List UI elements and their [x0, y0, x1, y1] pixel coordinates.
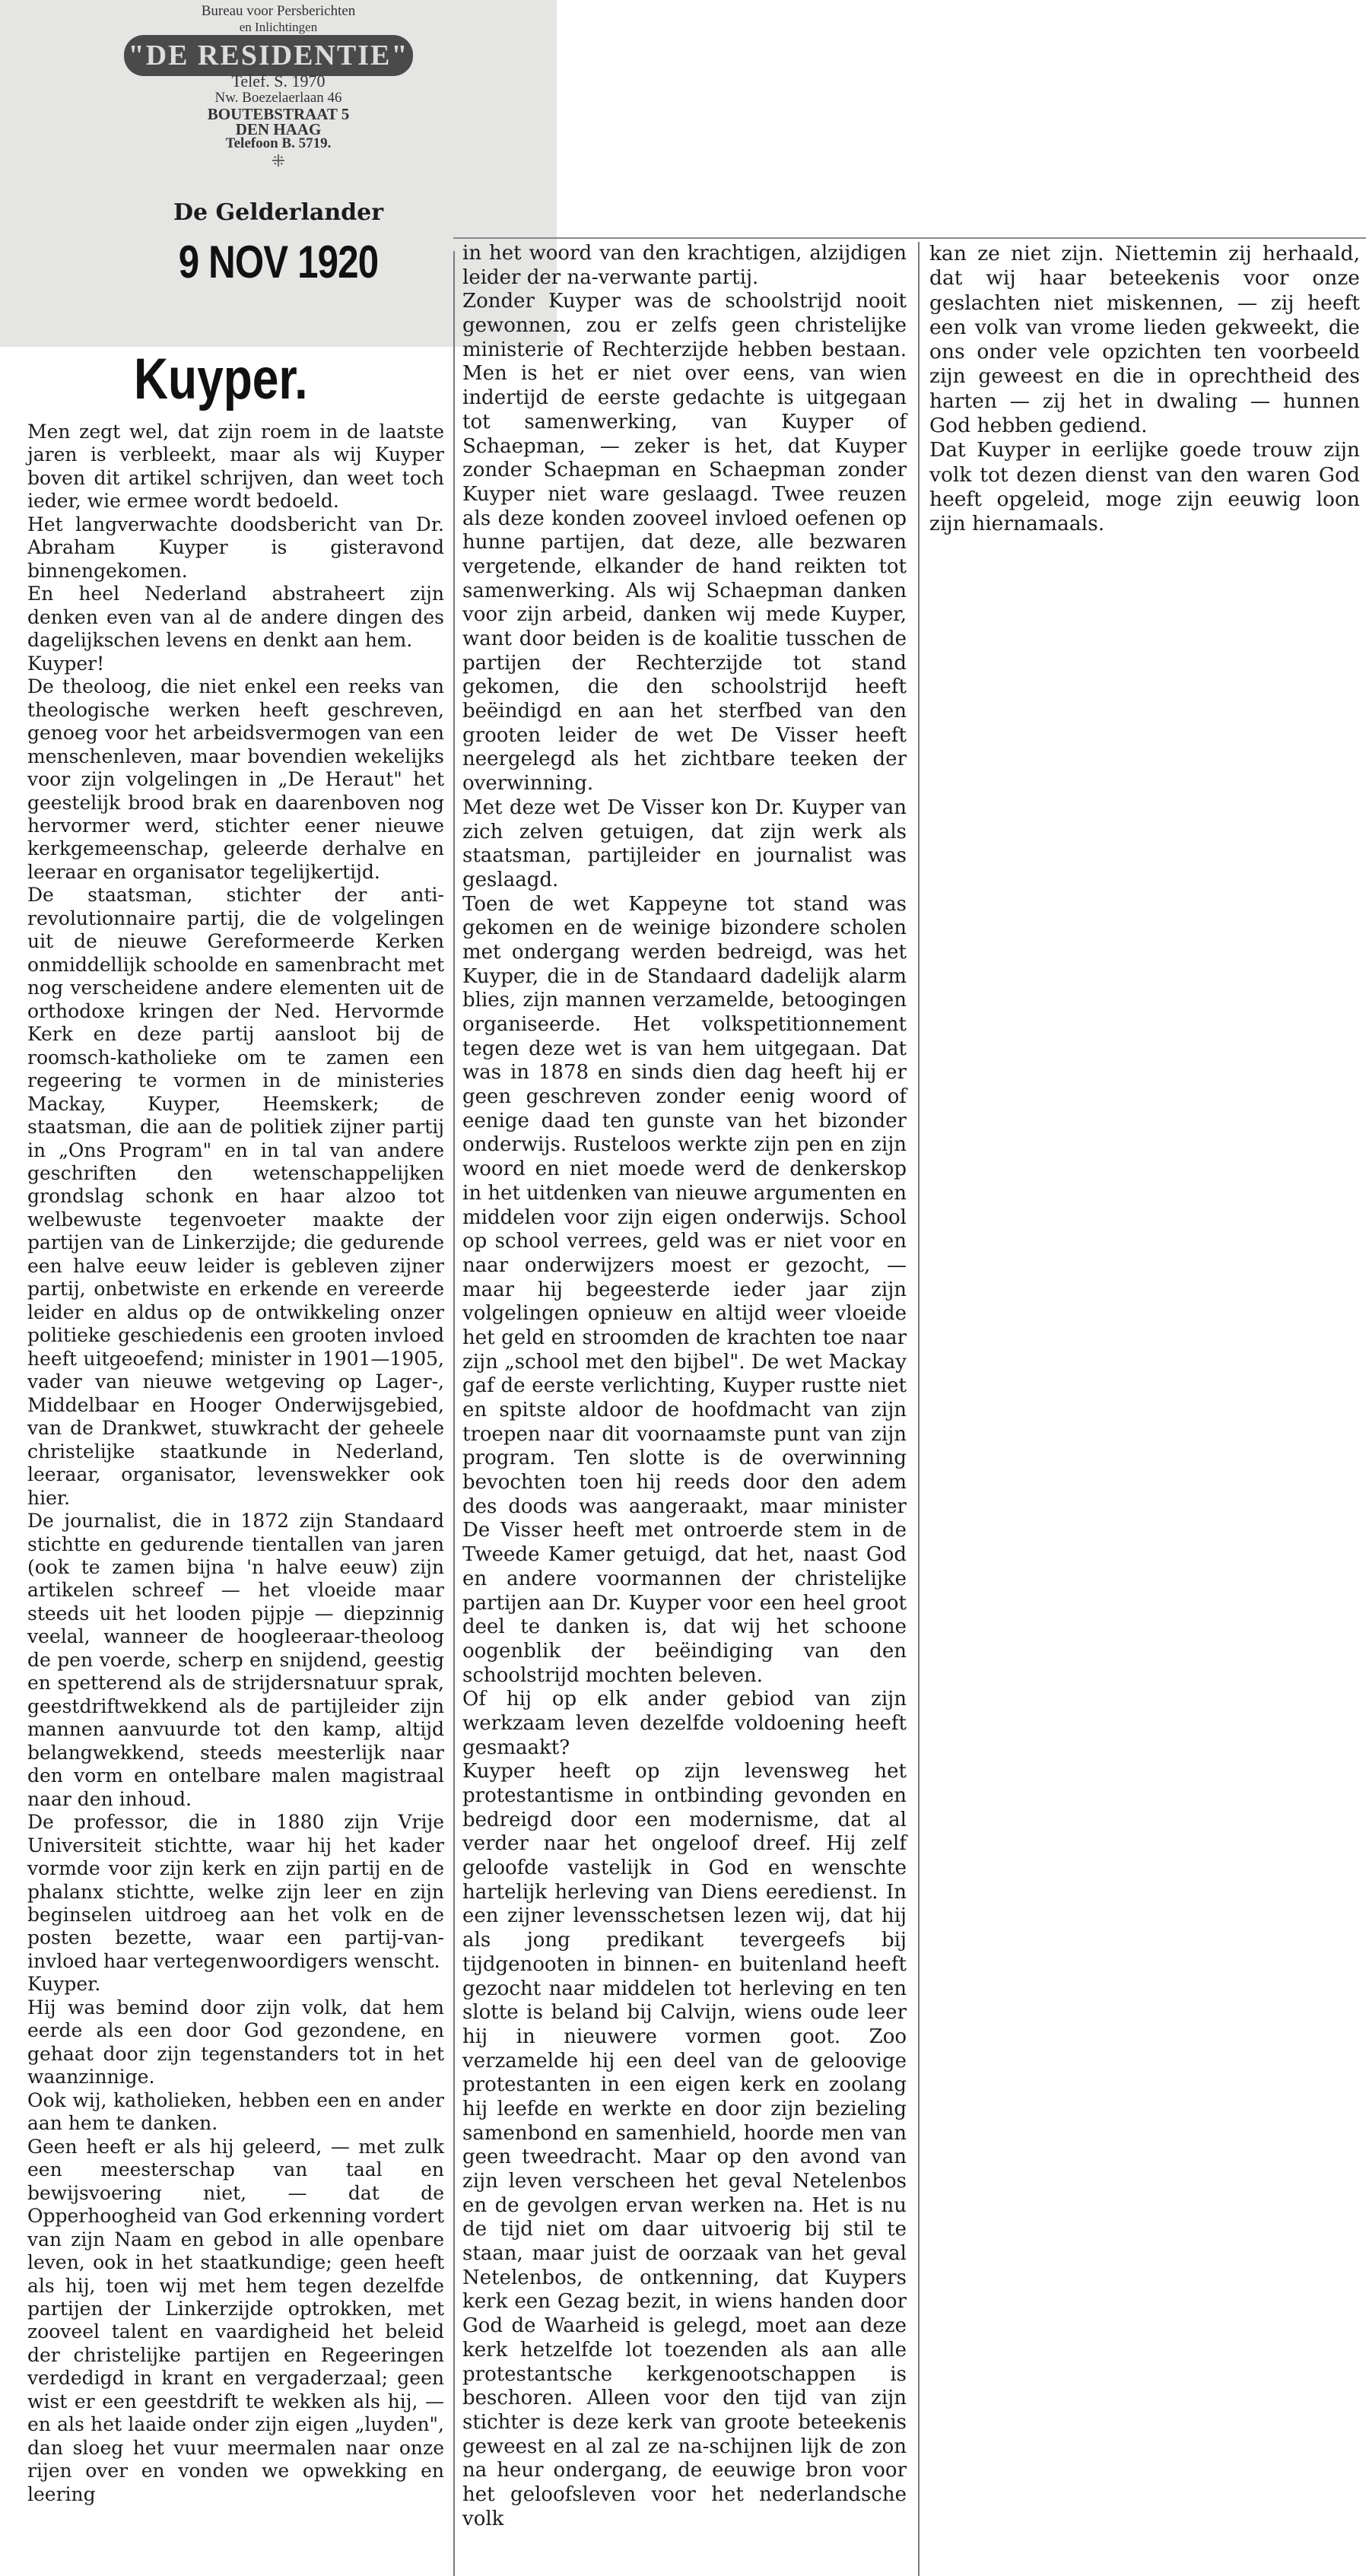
bureau-telefoon: Telefoon B. 5719.: [225, 135, 332, 151]
paragraph: kan ze niet zijn. Niettemin zij herhaald, dat wij haar beteekenis voor onze geslachten niet miskennen, — zij heeft een volk van vrome lieden gekweekt, die ons onder vele opzichten ten voorbeeld zijn geweest en die in oprechtheid des harten — zij het in dwaling — hunnen God hebben gediend.: [929, 242, 1360, 438]
article-headline: Kuyper.: [134, 347, 308, 411]
paragraph: Dat Kuyper in eerlijke goede trouw zijn volk tot dezen dienst van den waren God heeft opgeleid, moge zijn eeuwig loon zijn hiernamaals.: [929, 438, 1360, 536]
paragraph: Met deze wet De Visser kon Dr. Kuyper van zich zelven getuigen, dat zijn werk als staatsman, partijleider en journalist was geslaagd.: [462, 796, 907, 891]
column-divider-1: [453, 251, 455, 2576]
paragraph: Kuyper heeft op zijn levensweg het protestantisme in ontbinding gevonden en bedreigd door een modernisme, dat al verder naar het ongeloof dreef. Hij zelf geloofde vastelijk in God en wenschte hartelijk herleving van Diens eeredienst. In een zijner levensschetsen lezen wij, dat hij als jong predikant tevergeefs bij tijdgenooten in binnen- en buitenland heeft gezocht naar middelen tot herleving en ten slotte is beland bij Calvijn, wiens oude leer hij in nieuwere vormen goot. Zoo verzamelde hij een deel van de geloovige protestanten in een eigen kerk en zoolang hij leefde en werkte en door zijn bezieling samenbond en samenhield, hoorde men van geen tweedracht. Maar op den avond van zijn leven verscheen het geval Netelenbos en de gevolgen ervan werken na. Het is nu de tijd niet om daar uitvoerig bij stil te staan, maar juist de oorzaak van het geval Netelenbos, de ontkenning, dat Kuypers kerk een Gezag bezit, in wiens handen door God de Waarheid is gelegd, moet aan deze kerk hetzelfde lot toezenden als aan alle protestantsche kerkgenootschappen is beschoren. Alleen voor den tijd van zijn stichter is deze kerk van groote beteekenis geweest en al zal ze na-schijnen lijk de zon na heur ondergang, de eeuwige bron voor het geloofsleven voor het nederlandsche volk: [462, 1760, 907, 2530]
article-column-1: [27, 421, 444, 2506]
bureau-telephone: Telef. S. 1970: [231, 71, 326, 91]
paragraph: Geen heeft er als hij geleerd, — met zulk een meesterschap van taal en bewijsvoering niet, — dat de Opperhoogheid van God erkenning vordert van zijn Naam en gebod in alle openbare leven, ook in het staatkundige; geen heeft als hij, toen wij met hem tegen dezelfde partijen der Linkerzijde optrokken, met zooveel talent en vaardigheid het beleid der christelijke partijen en Regeeringen verdedigd in krant en vergaderzaal; geen wist er een geestdrift te wekken als hij, — en als het laaide onder zijn eigen „luyden", dan sloeg het vuur meermalen naar onze rijen over en vonden we opwekking en leering: [27, 2135, 444, 2505]
paragraph: Zonder Kuyper was de schoolstrijd nooit gewonnen, zou er zelfs geen christelijke ministerie of Rechterzijde hebben bestaan. Men is het er niet over eens, van wien indertijd de eerste gedachte is uitgegaan tot samenwerking, van Kuyper of Schaepman, — zeker is het, dat Kuyper zonder Schaepman en Schaepman zonder Kuyper niet ware geslaagd. Twee reuzen als deze konden zooveel invloed oefenen op hunne partijen, dat deze, alle bezwaren vergetende, elkander de hand reikten tot samenwerking. Als wij Schaepman danken voor zijn arbeid, danken wij mede Kuyper, want door beiden is de koalitie tusschen de partijen der Rechterzijde tot stand gekomen, die den schoolstrijd heeft beëindigd en aan het sterfbed van den grooten leider de wet De Visser heeft neergelegd als het zichtbare teeken der overwinning.: [462, 290, 907, 796]
paragraph: Ook wij, katholieken, hebben een en ander aan hem te danken.: [27, 2088, 444, 2135]
column-divider-2: [918, 242, 920, 2576]
paragraph: De theoloog, die niet enkel een reeks van theologische werken heeft geschreven, genoeg voor het arbeidsvermogen van een menschenleven, maar bovendien wekelijks voor zijn volgelingen in „De Heraut" het geestelijk brood brak en daarenboven nog hervormer werd, stichter eener nieuwe kerkgemeenschap, geleerde derhalve en leeraar en organisator tegelijkertijd.: [27, 675, 444, 883]
paragraph: Kuyper.: [27, 1973, 101, 1996]
bureau-address-old: Nw. Boezelaerlaan 46: [214, 90, 342, 106]
paragraph: Het langverwachte doodsbericht van Dr. Abraham Kuyper is gisteravond binnengekomen.: [27, 513, 444, 582]
paragraph: Men zegt wel, dat zijn roem in de laatste jaren is verbleekt, maar als wij Kuyper boven dit artikel schrijven, dan weet toch ieder, wie ermee wordt bedoeld.: [27, 421, 444, 513]
clipping-date-stamp: 9 NOV 1920: [178, 237, 379, 287]
article-column-2: [462, 242, 907, 2531]
paragraph: in het woord van den krachtigen, alzijdigen leider der na-verwante partij.: [462, 242, 907, 289]
paragraph: Toen de wet Kappeyne tot stand was gekomen en de weinige bizondere scholen met ondergang werden bedreigd, was het Kuyper, die in de Standaard dadelijk alarm blies, zijn mannen verzamelde, betoogingen organiseerde. Het volkspetitionnement tegen deze wet is van hem uitgegaan. Dat was in 1878 en sinds dien dag heeft hij er geen geschreven zonder eenig woord of eenige daad ten gunste van het bizonder onderwijs. Rusteloos werkte zijn pen en zijn woord en niet moede werd de denkerskop in het uitdenken van nieuwe argumenten en middelen voor zijn eigen onderwijs. School op school verrees, geld was er niet voor en naar onderwijzers moest er gezocht, — maar hij begeesterde ieder jaar zijn volgelingen opnieuw en altijd weer vloeide het geld en stroomden de krachten toe naar zijn „school met den bijbel". De wet Mackay gaf de eerste verlichting, Kuyper rustte niet en spitste aldoor de hoofdmacht van zijn troepen naar dit voornaamste punt van zijn program. Ten slotte is de overwinning bevochten toen hij reeds door den adem des doods was aangeraakt, maar minister De Visser heeft met ontroerde stem in de Tweede Kamer getuigd, dat het, naast God en andere voormannen der christelijke partijen aan Dr. Kuyper voor een heel groot deel te danken is, dat wij het schoone oogenblik der beëindiging van den schoolstrijd mochten beleven.: [462, 892, 907, 1687]
paragraph: Of hij op elk ander gebiod van zijn werkzaam leven dezelfde voldoening heeft gesmaakt?: [462, 1688, 907, 1759]
paragraph: De professor, die in 1880 zijn Vrije Universiteit stichtte, waar hij het kader vormde voor zijn kerk en zijn partij en de phalanx stichtte, welke zijn leer en zijn beginselen uitdroeg aan het volk en de posten bezette, waar een partij-van-invloed haar vertegenwoordigers wenscht.: [27, 1811, 444, 1972]
paragraph: De journalist, die in 1872 zijn Standaard stichtte en gedurende tientallen van jaren (ook te zamen bijna 'n halve eeuw) zijn artikelen schreef — het vloeide maar steeds uit het looden pijpje — diepzinnig veelal, wanneer de hoogleeraar-theoloog de pen voerde, scherp en snijdend, geestig en spetterend als de strijdersnatuur sprak, geestdriftwekkend als de partijleider zijn mannen aanvuurde tot den kamp, altijd belangwekkend, steeds meesterlijk naar den vorm en ontelbare malen magistraal naar den inhoud.: [27, 1510, 444, 1810]
bureau-address-new: BOUTEBSTRAAT 5: [207, 105, 350, 123]
newspaper-name: De Gelderlander: [173, 199, 384, 226]
paragraph: De staatsman, stichter der anti-revolutionnaire partij, die de volgelingen uit de nieuwe Gereformeerde Kerken onmiddellijk schoolde en samenbracht met nog verscheidene andere elementen uit de orthodoxe kringen der Ned. Hervormde Kerk en deze partij aansloot bij de roomsch-katholieke om te zamen een regeering te vormen in de ministeries Mackay, Kuyper, Heemskerk; de staatsman, die aan de politiek zijner partij in „Ons Program" en in tal van andere geschriften den wetenschappelijken grondslag schonk en haar alzoo tot welbewuste tegenvoeter maakte der partijen van de Linkerzijde; die gedurende een halve eeuw leider is gebleven zijner partij, onbetwiste en erkende en vereerde leider en aldus op de ontwikkeling onzer politieke geschiedenis een grooten invloed heeft uitgeoefend; minister in 1901—1905, vader van nieuwe wetgeving op Lager-, Middelbaar en Hooger Onderwijsgebied, van de Drankwet, stuwkracht der geheele christelijke staatkunde in Nederland, leeraar, organisator, levenswekker ook hier.: [27, 884, 444, 1509]
paragraph: Hij was bemind door zijn volk, dat hem eerde als een door God gezondene, en gehaat door zijn tegenstanders tot in het waanzinnige.: [27, 1996, 444, 2088]
bureau-name-stamp: "DE RESIDENTIE": [124, 35, 413, 76]
ornament-icon: ⁜: [271, 152, 286, 171]
paragraph: En heel Nederland abstraheert zijn denken even van al de andere dingen des dagelijkschen levens en denkt aan hem.: [27, 583, 444, 652]
top-rule: [453, 237, 1366, 239]
bureau-line-1: Bureau voor Persberichten: [201, 3, 356, 19]
bureau-city: DEN HAAG: [235, 120, 322, 138]
article-column-3: [929, 242, 1360, 537]
paragraph: Kuyper!: [27, 652, 105, 675]
bureau-line-2: en Inlichtingen: [239, 20, 318, 34]
